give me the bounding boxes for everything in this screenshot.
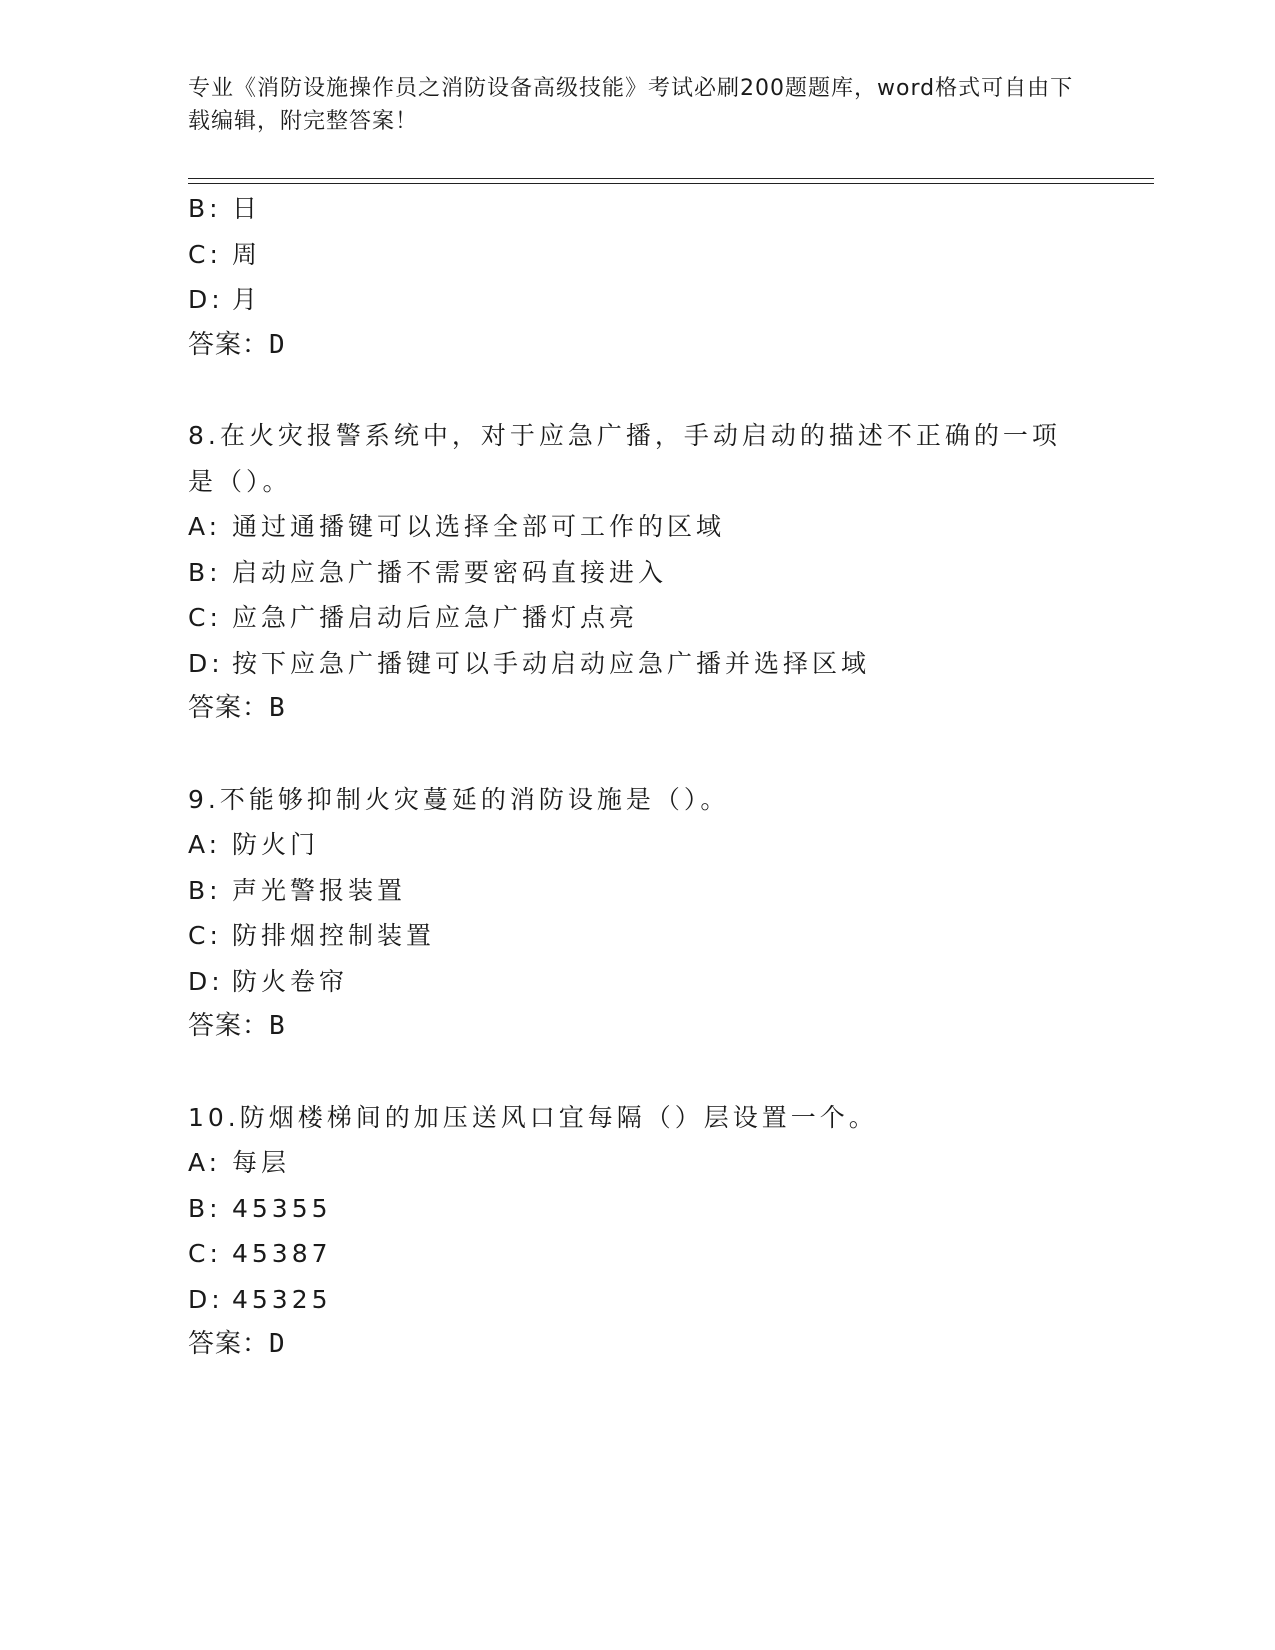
question-9 bbox=[188, 777, 1088, 1050]
answer-line: 答案：B bbox=[188, 1011, 286, 1041]
option-c: C: 45387 bbox=[188, 1239, 332, 1268]
option-b: B: 启动应急广播不需要密码直接进入 bbox=[188, 557, 668, 587]
page-header bbox=[188, 72, 1088, 138]
option-d: D: 按下应急广播键可以手动启动应急广播并选择区域 bbox=[188, 648, 871, 678]
option-b: B: 声光警报装置 bbox=[188, 875, 407, 905]
option-b: B: 日 bbox=[188, 194, 262, 223]
option-b: B: 45355 bbox=[188, 1193, 332, 1223]
option-d: D: 月 bbox=[188, 285, 262, 314]
question-7-tail bbox=[188, 186, 1088, 368]
question-10 bbox=[188, 1095, 1088, 1368]
option-a: A: 通过通播键可以选择全部可工作的区域 bbox=[188, 512, 726, 541]
option-d: D: 防火卷帘 bbox=[188, 966, 349, 996]
question-text: 9.不能够抑制火灾蔓延的消防设施是（）。 bbox=[188, 784, 730, 814]
header-rule-bottom bbox=[188, 183, 1154, 184]
question-text: 8.在火灾报警系统中，对于应急广播，手动启动的描述不正确的一项是（）。 bbox=[188, 421, 1061, 496]
option-c: C: 周 bbox=[188, 239, 262, 269]
answer-line: 答案：D bbox=[188, 1329, 286, 1359]
option-c: C: 应急广播启动后应急广播灯点亮 bbox=[188, 603, 639, 632]
option-a: A: 防火门 bbox=[188, 830, 320, 859]
document-title: 专业《消防设施操作员之消防设备高级技能》考试必刷200题题库，word格式可自由下载编辑，附完整答案！ bbox=[188, 76, 1074, 134]
question-8 bbox=[188, 413, 1088, 732]
header-rule-top bbox=[188, 178, 1154, 179]
answer-line: 答案：D bbox=[188, 329, 286, 360]
answer-line: 答案：B bbox=[188, 693, 286, 723]
option-d: D: 45325 bbox=[188, 1284, 332, 1314]
question-text: 10.防烟楼梯间的加压送风口宜每隔（）层设置一个。 bbox=[188, 1102, 878, 1132]
question-list bbox=[188, 186, 1088, 1368]
option-c: C: 防排烟控制装置 bbox=[188, 921, 436, 950]
option-a: A: 每层 bbox=[188, 1148, 291, 1177]
